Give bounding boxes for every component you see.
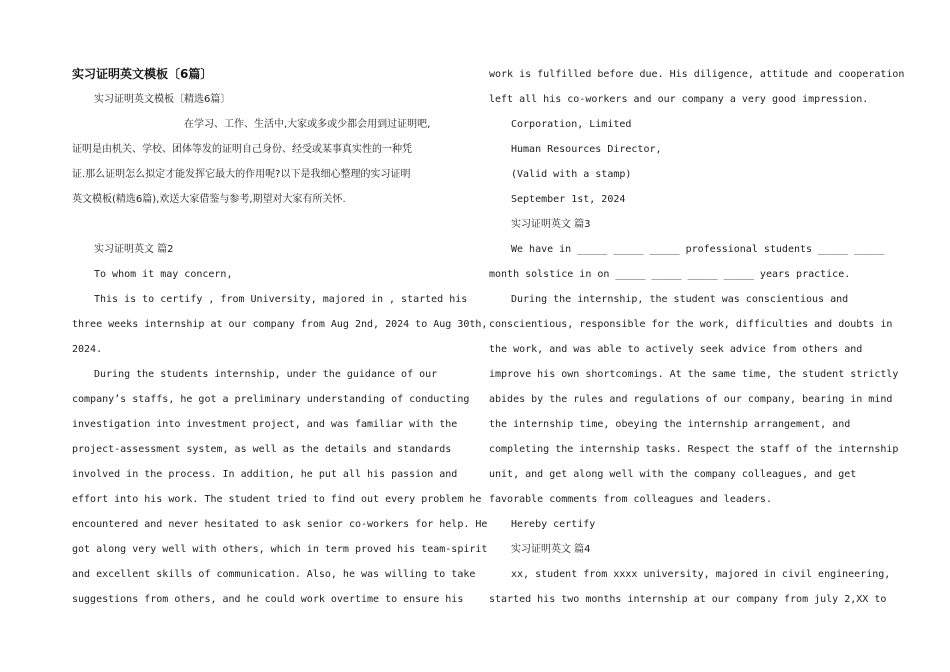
paragraph-line: work is fulfilled before due. His diligence, attitude and cooperation xyxy=(489,69,905,80)
paragraph-line: completing the internship tasks. Respect the staff of the internship xyxy=(489,444,899,455)
paragraph-line: encountered and never hesitated to ask senior co-workers for help. He xyxy=(72,519,488,530)
paragraph-line: xx, student from xxxx university, majored in civil engineering, xyxy=(511,569,891,580)
paragraph-line: project-assessment system, as well as the details and standards xyxy=(72,444,452,455)
paragraph-line: conscientious, responsible for the work, difficulties and doubts in xyxy=(489,319,893,330)
paragraph-line: During the students internship, under the guidance of our xyxy=(94,369,438,380)
paragraph-line: the work, and was able to actively seek advice from others and xyxy=(489,344,863,355)
paragraph-line: involved in the process. In addition, he put all his passion and xyxy=(72,469,458,480)
paragraph-line: effort into his work. The student tried to find out every problem he xyxy=(72,494,482,505)
document-subtitle: 实习证明英文模板〔精选6篇〕 xyxy=(94,94,231,105)
paragraph-line: We have in _____ _____ _____ professional students _____ _____ xyxy=(511,244,885,255)
intro-line: 证.那么证明怎么拟定才能发挥它最大的作用呢?以下是我细心整理的实习证明 xyxy=(72,169,411,180)
paragraph-line: favorable comments from colleagues and leaders. xyxy=(489,494,772,505)
paragraph-line: got along very well with others, which in term proved his team-spirit xyxy=(72,544,488,555)
paragraph-line: suggestions from others, and he could work overtime to ensure his xyxy=(72,594,464,605)
paragraph-line: and excellent skills of communication. Also, he was willing to take xyxy=(72,569,476,580)
signature-line: Corporation, Limited xyxy=(511,119,632,130)
paragraph-line: the internship time, obeying the internship arrangement, and xyxy=(489,419,851,430)
section-heading: 实习证明英文 篇4 xyxy=(511,544,591,555)
signature-line: September 1st, 2024 xyxy=(511,194,626,205)
salutation: To whom it may concern, xyxy=(94,269,233,280)
paragraph-line: During the internship, the student was conscientious and xyxy=(511,294,849,305)
paragraph-line: abides by the rules and regulations of our company, bearing in mind xyxy=(489,394,893,405)
signature-line: Human Resources Director, xyxy=(511,144,662,155)
right-column xyxy=(489,62,905,612)
section-heading: 实习证明英文 篇2 xyxy=(94,244,174,255)
intro-line: 在学习、工作、生活中,大家或多或少都会用到过证明吧, xyxy=(184,119,431,130)
paragraph-line: improve his own shortcomings. At the same time, the student strictly xyxy=(489,369,899,380)
paragraph-line: three weeks internship at our company from Aug 2nd, 2024 to Aug 30th, xyxy=(72,319,488,330)
section-heading: 实习证明英文 篇3 xyxy=(511,219,591,230)
intro-line: 证明是由机关、学校、团体等发的证明自己身份、经受或某事真实性的一种凭 xyxy=(72,144,412,155)
paragraph-line: This is to certify , from University, majored in , started his xyxy=(94,294,468,305)
signature-line: (Valid with a stamp) xyxy=(511,169,632,180)
document-title: 实习证明英文模板〔6篇〕 xyxy=(72,67,213,81)
paragraph-line: company’s staffs, he got a preliminary understanding of conducting xyxy=(72,394,470,405)
paragraph-line: 2024. xyxy=(72,344,103,355)
closing-line: Hereby certify xyxy=(511,519,596,530)
left-column xyxy=(72,62,488,612)
intro-line: 英文模板(精选6篇),欢送大家借鉴与参考,期望对大家有所关怀. xyxy=(72,194,346,205)
paragraph-line: unit, and get along well with the company colleagues, and get xyxy=(489,469,857,480)
paragraph-line: started his two months internship at our company from july 2,XX to xyxy=(489,594,887,605)
paragraph-line: month solstice in on _____ _____ _____ _____ years practice. xyxy=(489,269,851,280)
paragraph-line: left all his co-workers and our company a very good impression. xyxy=(489,94,869,105)
paragraph-line: investigation into investment project, and was familiar with the xyxy=(72,419,458,430)
